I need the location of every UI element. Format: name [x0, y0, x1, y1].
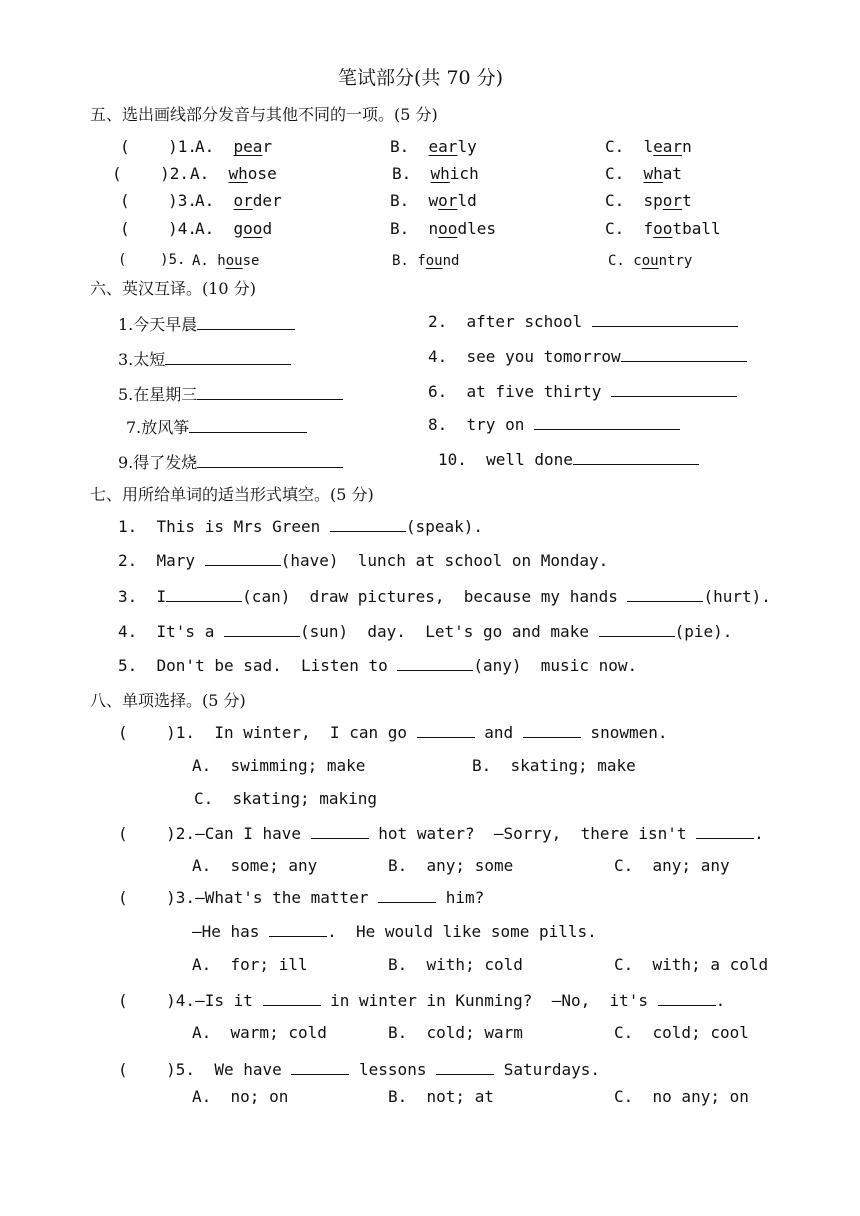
- s8-question-continued: —He has . He would like some pills.: [192, 922, 597, 941]
- s5-item-number: ( )1.: [120, 137, 198, 156]
- answer-blank[interactable]: [523, 723, 581, 738]
- answer-blank[interactable]: [165, 350, 291, 365]
- answer-blank[interactable]: [189, 418, 307, 433]
- s8-option-a[interactable]: A. for; ill: [192, 955, 308, 974]
- page-title: 笔试部分(共 70 分): [338, 67, 504, 89]
- answer-blank[interactable]: [397, 656, 473, 671]
- s5-option-c[interactable]: C. what: [605, 164, 683, 183]
- answer-blank[interactable]: [197, 453, 343, 468]
- s8-question: ( )3.—What's the matter him?: [118, 888, 485, 907]
- answer-blank[interactable]: [269, 922, 327, 937]
- s5-item-number: ( )3.: [120, 191, 198, 210]
- s5-item-number: ( )5.: [118, 252, 186, 268]
- s8-option-b[interactable]: B. any; some: [388, 856, 514, 875]
- answer-blank[interactable]: [436, 1060, 494, 1075]
- answer-blank[interactable]: [592, 312, 738, 327]
- s5-option-c[interactable]: C. football: [605, 219, 721, 238]
- answer-blank[interactable]: [611, 382, 737, 397]
- s8-option-c[interactable]: C. cold; cool: [614, 1023, 749, 1042]
- s6-item: 1.今天早晨: [118, 312, 295, 335]
- answer-blank[interactable]: [621, 347, 747, 362]
- s5-option-b[interactable]: B. early: [390, 137, 477, 156]
- s8-question: ( )1. In winter, I can go and snowmen.: [118, 723, 668, 742]
- s5-item-number: ( )2.: [112, 164, 190, 183]
- answer-blank[interactable]: [573, 450, 699, 465]
- answer-blank[interactable]: [696, 824, 754, 839]
- section-8-heading: 八、单项选择。(5 分): [90, 691, 246, 710]
- s8-option-b[interactable]: B. skating; make: [472, 756, 636, 775]
- s8-option-c[interactable]: C. any; any: [614, 856, 730, 875]
- s8-option-c[interactable]: C. no any; on: [614, 1087, 749, 1106]
- section-5-heading: 五、选出画线部分发音与其他不同的一项。(5 分): [90, 105, 438, 124]
- s5-option-b[interactable]: B. world: [390, 191, 477, 210]
- s8-option-b[interactable]: B. not; at: [388, 1087, 494, 1106]
- s7-line: 4. It's a (sun) day. Let's go and make (pie).: [118, 622, 733, 641]
- answer-blank[interactable]: [205, 551, 281, 566]
- s6-item: 7.放风筝: [126, 415, 307, 438]
- s5-option-c[interactable]: C. learn: [605, 137, 692, 156]
- s8-option-a[interactable]: A. warm; cold: [192, 1023, 327, 1042]
- s6-item: 6. at five thirty: [428, 382, 737, 401]
- s8-option-b[interactable]: B. cold; warm: [388, 1023, 523, 1042]
- s6-item: 10. well done: [438, 450, 699, 469]
- s5-option-c[interactable]: C. country: [608, 253, 693, 269]
- answer-blank[interactable]: [330, 517, 406, 532]
- s5-option-a[interactable]: A. good: [195, 219, 273, 238]
- s5-option-b[interactable]: B. found: [392, 253, 460, 269]
- answer-blank[interactable]: [224, 622, 300, 637]
- s6-item: 8. try on: [428, 415, 680, 434]
- s8-question: ( )4.—Is it in winter in Kunming? —No, it's .: [118, 991, 726, 1010]
- s8-question: ( )5. We have lessons Saturdays.: [118, 1060, 601, 1079]
- answer-blank[interactable]: [311, 824, 369, 839]
- answer-blank[interactable]: [417, 723, 475, 738]
- s6-item: 9.得了发烧: [118, 450, 343, 473]
- s5-option-a[interactable]: A. order: [195, 191, 282, 210]
- answer-blank[interactable]: [263, 991, 321, 1006]
- s6-item: 5.在星期三: [118, 382, 343, 405]
- answer-blank[interactable]: [599, 622, 675, 637]
- answer-blank[interactable]: [378, 888, 436, 903]
- s6-item: 4. see you tomorrow: [428, 347, 747, 366]
- s8-option-c[interactable]: C. with; a cold: [614, 955, 769, 974]
- s8-option-c[interactable]: C. skating; making: [194, 789, 378, 808]
- s8-option-a[interactable]: A. swimming; make: [192, 756, 366, 775]
- section-6-heading: 六、英汉互译。(10 分): [90, 279, 256, 298]
- answer-blank[interactable]: [658, 991, 716, 1006]
- answer-blank[interactable]: [534, 415, 680, 430]
- section-7-heading: 七、用所给单词的适当形式填空。(5 分): [90, 485, 374, 504]
- s5-option-a[interactable]: A. pear: [195, 137, 273, 156]
- s5-item-number: ( )4.: [120, 219, 198, 238]
- answer-blank[interactable]: [291, 1060, 349, 1075]
- s8-option-b[interactable]: B. with; cold: [388, 955, 523, 974]
- s5-option-a[interactable]: A. whose: [190, 164, 277, 183]
- s6-item: 3.太短: [118, 347, 291, 370]
- s7-line: 5. Don't be sad. Listen to (any) music now.: [118, 656, 638, 675]
- s8-option-a[interactable]: A. some; any: [192, 856, 318, 875]
- s5-option-b[interactable]: B. which: [392, 164, 479, 183]
- answer-blank[interactable]: [166, 587, 242, 602]
- s7-line: 2. Mary (have) lunch at school on Monday.: [118, 551, 609, 570]
- s5-option-a[interactable]: A. house: [192, 253, 260, 269]
- s5-option-b[interactable]: B. noodles: [390, 219, 496, 238]
- answer-blank[interactable]: [197, 315, 295, 330]
- s8-option-a[interactable]: A. no; on: [192, 1087, 289, 1106]
- answer-blank[interactable]: [197, 385, 343, 400]
- s8-question: ( )2.—Can I have hot water? —Sorry, there isn't .: [118, 824, 764, 843]
- s7-line: 1. This is Mrs Green (speak).: [118, 517, 483, 536]
- answer-blank[interactable]: [627, 587, 703, 602]
- s5-option-c[interactable]: C. sport: [605, 191, 692, 210]
- s6-item: 2. after school: [428, 312, 738, 331]
- s7-line: 3. I (can) draw pictures, because my hands (hurt).: [118, 587, 771, 606]
